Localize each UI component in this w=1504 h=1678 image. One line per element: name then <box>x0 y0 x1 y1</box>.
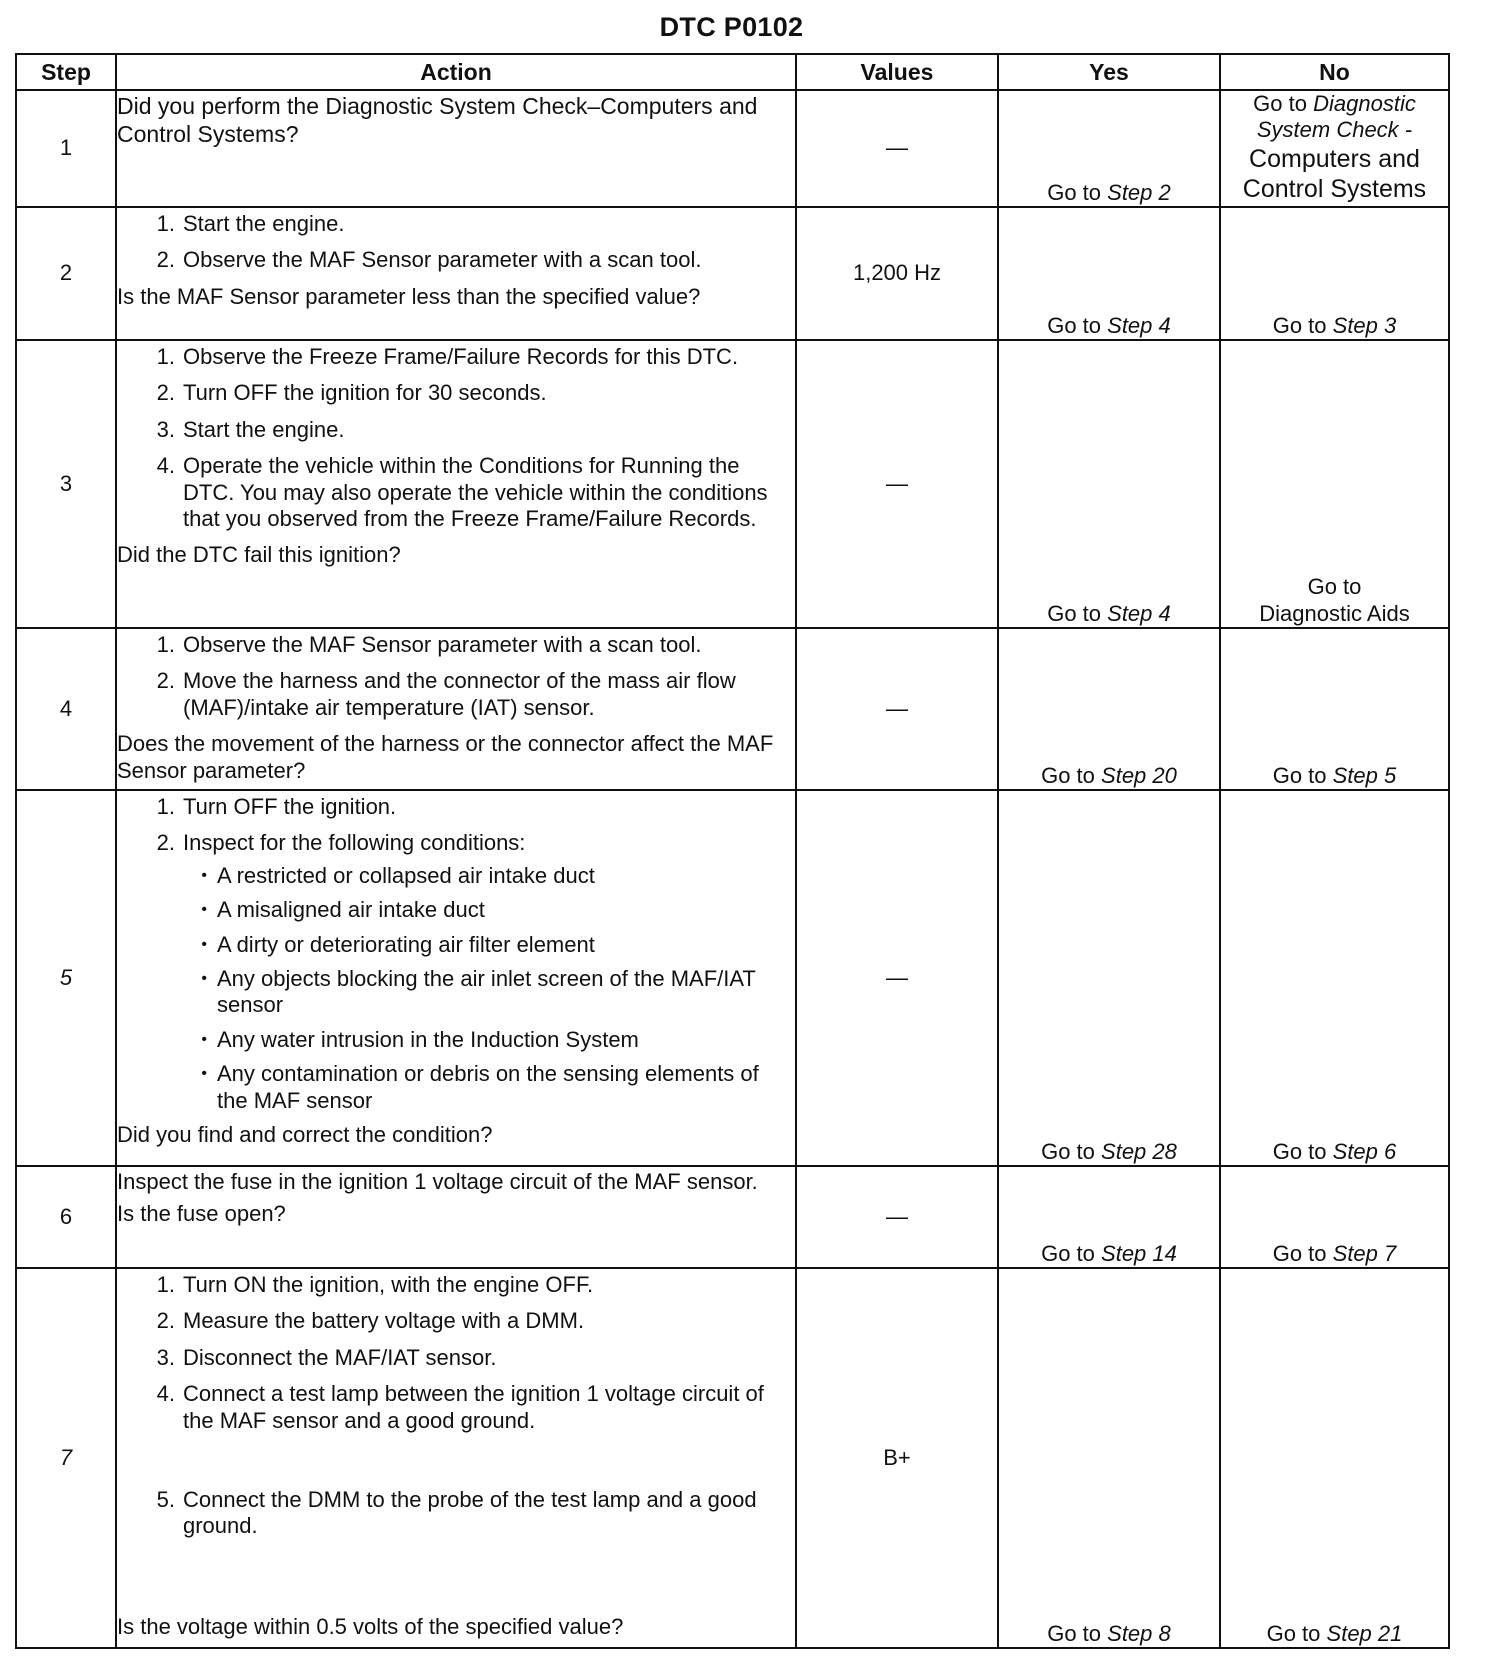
yes-cell <box>998 790 1220 1166</box>
goto-text: Go to <box>1047 179 1102 205</box>
value-dash: — <box>886 135 908 161</box>
no-step-ref: 3 <box>1384 312 1397 338</box>
no-cell <box>1220 1268 1449 1648</box>
action-question: Is the MAF Sensor parameter less than the specified value? <box>117 283 701 309</box>
action-cell <box>116 207 796 340</box>
action-question: Is the fuse open? <box>117 1201 286 1227</box>
values-cell <box>796 1268 998 1648</box>
no-cell <box>1220 790 1449 1166</box>
goto-text: Go to <box>1272 762 1327 788</box>
bullet-item: • Any contamination or debris on the sensing elements of the MAF sensor <box>201 1061 759 1113</box>
action-item: 1. Turn ON the ignition, with the engine OFF. <box>156 1272 594 1297</box>
step-number: 7 <box>16 1268 116 1648</box>
header-action: Action <box>116 54 796 90</box>
action-item: 1. Observe the MAF Sensor parameter with a scan tool. <box>156 632 702 657</box>
goto-text: Go to <box>1041 762 1095 788</box>
table-row-step-1 <box>16 90 1449 207</box>
goto-text: Go to <box>1041 1138 1095 1164</box>
no-step-ref: 6 <box>1384 1138 1397 1164</box>
header-no: No <box>1220 54 1449 90</box>
action-item: 4. Connect a test lamp between the ignition 1 voltage circuit of the MAF sensor and a good ground. <box>156 1381 764 1433</box>
action-item: 3. Start the engine. <box>156 416 345 442</box>
bullet-item: • A restricted or collapsed air intake duct <box>201 862 595 888</box>
goto-text: Go to <box>1253 91 1307 116</box>
header-yes: Yes <box>998 54 1220 90</box>
value-text: B+ <box>883 1444 911 1470</box>
action-text: Did you perform the Diagnostic System Check–Computers and Control Systems? <box>117 93 758 147</box>
goto-text: Go to <box>1047 600 1102 626</box>
values-cell <box>796 1166 998 1268</box>
step-word: Step <box>1326 1620 1372 1646</box>
step-word: Step <box>1101 762 1147 788</box>
step-word: Step <box>1332 312 1378 338</box>
action-text: Inspect the fuse in the ignition 1 voltage circuit of the MAF sensor. <box>117 1169 758 1194</box>
action-cell <box>116 790 796 1166</box>
action-item: 1. Start the engine. <box>156 211 345 236</box>
no-cell <box>1220 207 1449 340</box>
action-item: 4. Operate the vehicle within the Conditions for Running the DTC. You may also operate the vehicle within the conditions that you observed from the Freeze Frame/Failure Records. <box>156 453 768 531</box>
step-number: 3 <box>16 340 116 628</box>
table-row-step-7 <box>16 1268 1449 1648</box>
value-text: 1,200 Hz <box>852 260 942 286</box>
bullet-item: • A dirty or deteriorating air filter element <box>201 931 595 957</box>
action-item: 2. Turn OFF the ignition for 30 seconds. <box>156 380 547 406</box>
values-cell <box>796 628 998 790</box>
no-target-italic: Diagnostic System Check - <box>1256 91 1416 143</box>
action-cell <box>116 90 796 207</box>
no-step-ref: 5 <box>1384 762 1397 788</box>
table-header-row <box>16 54 1449 90</box>
no-step-ref: 21 <box>1377 1620 1403 1646</box>
values-cell <box>796 790 998 1166</box>
action-question: Does the movement of the harness or the connector affect the MAF Sensor parameter? <box>117 731 774 783</box>
goto-text: Go to <box>1272 312 1327 338</box>
yes-step-ref: 2 <box>1158 179 1171 205</box>
bullet-item: • A misaligned air intake duct <box>201 897 485 923</box>
goto-text: Go to <box>1272 1138 1327 1164</box>
step-number: 6 <box>16 1166 116 1268</box>
step-word: Step <box>1107 1620 1153 1646</box>
yes-step-ref: 4 <box>1158 600 1171 626</box>
goto-text: Go to <box>1272 1240 1327 1266</box>
step-number: 5 <box>16 790 116 1166</box>
action-item: 1. Turn OFF the ignition. <box>156 794 397 819</box>
table-row-step-5 <box>16 790 1449 1166</box>
values-cell <box>796 90 998 207</box>
step-word: Step <box>1101 1240 1147 1266</box>
goto-text: Go to <box>1047 1620 1102 1646</box>
no-target-plain: Computers and Control Systems <box>1242 144 1427 203</box>
step-word: Step <box>1332 762 1378 788</box>
yes-cell <box>998 628 1220 790</box>
document-title: DTC P0102 <box>659 12 804 42</box>
step-word: Step <box>1332 1138 1378 1164</box>
diagnostic-table <box>15 53 1450 1649</box>
action-item: 5. Connect the DMM to the probe of the test lamp and a good ground. <box>156 1486 757 1539</box>
header-values: Values <box>796 54 998 90</box>
action-item: 2. Inspect for the following conditions: <box>156 830 526 856</box>
value-dash: — <box>886 1203 908 1229</box>
no-cell <box>1220 628 1449 790</box>
action-item: 1. Observe the Freeze Frame/Failure Records for this DTC. <box>156 344 739 369</box>
table-row-step-2 <box>16 207 1449 340</box>
header-step: Step <box>16 54 116 90</box>
step-number: 4 <box>16 628 116 790</box>
step-word: Step <box>1107 312 1153 338</box>
no-cell <box>1220 340 1449 628</box>
step-word: Step <box>1332 1240 1378 1266</box>
action-item: 2. Observe the MAF Sensor parameter with a scan tool. <box>156 247 702 273</box>
yes-step-ref: 4 <box>1158 312 1171 338</box>
no-cell <box>1220 90 1449 207</box>
values-cell <box>796 207 998 340</box>
value-dash: — <box>886 695 908 721</box>
action-question: Did you find and correct the condition? <box>117 1121 493 1147</box>
yes-cell <box>998 90 1220 207</box>
no-target-text: Diagnostic Aids <box>1259 600 1410 626</box>
goto-text: Go to <box>1041 1240 1095 1266</box>
goto-text: Go to <box>1266 1620 1321 1646</box>
yes-step-ref: 8 <box>1158 1620 1171 1646</box>
table-row-step-3 <box>16 340 1449 628</box>
value-dash: — <box>886 964 908 990</box>
action-cell <box>116 628 796 790</box>
yes-cell <box>998 1166 1220 1268</box>
step-word: Step <box>1101 1138 1147 1164</box>
bullet-item: • Any water intrusion in the Induction System <box>201 1026 639 1052</box>
action-item: 2. Measure the battery voltage with a DMM. <box>156 1308 585 1334</box>
action-item: 3. Disconnect the MAF/IAT sensor. <box>156 1344 497 1370</box>
step-word: Step <box>1107 600 1153 626</box>
yes-cell <box>998 207 1220 340</box>
no-step-ref: 7 <box>1384 1240 1397 1266</box>
step-number: 2 <box>16 207 116 340</box>
step-number: 1 <box>16 90 116 207</box>
action-cell <box>116 340 796 628</box>
yes-cell <box>998 340 1220 628</box>
action-item: 2. Move the harness and the connector of the mass air flow (MAF)/intake air temperature (IAT) sensor. <box>156 668 736 720</box>
action-cell <box>116 1268 796 1648</box>
goto-text: Go to <box>1307 574 1362 600</box>
values-cell <box>796 340 998 628</box>
yes-cell <box>998 1268 1220 1648</box>
yes-step-ref: 14 <box>1152 1240 1177 1266</box>
value-dash: — <box>886 470 908 496</box>
yes-step-ref: 28 <box>1152 1138 1177 1164</box>
step-word: Step <box>1107 179 1153 205</box>
bullet-item: • Any objects blocking the air inlet screen of the MAF/IAT sensor <box>201 965 756 1018</box>
goto-text: Go to <box>1047 312 1102 338</box>
no-cell <box>1220 1166 1449 1268</box>
table-row-step-6 <box>16 1166 1449 1268</box>
table-row-step-4 <box>16 628 1449 790</box>
action-question: Did the DTC fail this ignition? <box>117 542 401 568</box>
action-question: Is the voltage within 0.5 volts of the specified value? <box>117 1613 624 1639</box>
action-cell <box>116 1166 796 1268</box>
yes-step-ref: 20 <box>1152 762 1177 788</box>
